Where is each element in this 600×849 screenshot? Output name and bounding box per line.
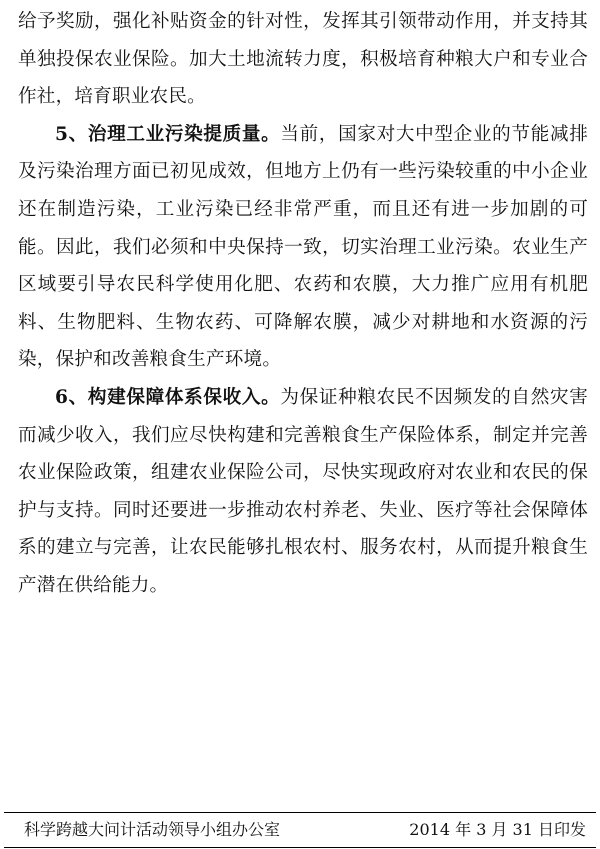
document-body: [18, 3, 588, 605]
footer-top-rule: [4, 812, 596, 813]
paragraph-text: 当前，国家对大中型企业的节能减排及污染治理方面已初见成效，但地方上仍有一些污染较重的中小企业还在制造污染，工业污染已经非常严重，而且还有进一步加剧的可能。因此，我们必须和中央保持一致，切实治理工业污染。农业生产区域要引导农民科学使用化肥、农药和农膜，大力推广应用有机肥料、生物肥料、生物农药、可降解农膜，减少对耕地和水资源的污染，保护和改善粮食生产环境。: [18, 123, 588, 371]
paragraph-heading: 5、治理工业污染提质量。: [55, 123, 281, 145]
footer-bottom-rule: [4, 847, 596, 848]
footer-print-date: 2014 年 3 月 31 日印发: [409, 820, 586, 839]
paragraph-continuation: [18, 3, 588, 116]
document-footer: [0, 812, 600, 849]
paragraph-text: 为保证种粮农民不因频发的自然灾害而减少收入，我们应尽快构建和完善粮食生产保险体系，制定并完善农业保险政策，组建农业保险公司，尽快实现政府对农业和农民的保护与支持。同时还要进一步推动农村养老、失业、医疗等社会保障体系的建立与完善，让农民能够扎根农村、服务农村，从而提升粮食生产潜在供给能力。: [18, 386, 588, 596]
paragraph-security-system: [18, 379, 588, 605]
paragraph-industrial-pollution: [18, 116, 588, 379]
footer-issuer: 科学跨越大问计活动领导小组办公室: [24, 820, 281, 839]
paragraph-text: 给予奖励，强化补贴资金的针对性，发挥其引领带动作用，并支持其单独投保农业保险。加大土地流转力度，积极培育种粮大户和专业合作社，培育职业农民。: [18, 11, 588, 108]
paragraph-heading: 6、构建保障体系保收入。: [55, 386, 281, 408]
